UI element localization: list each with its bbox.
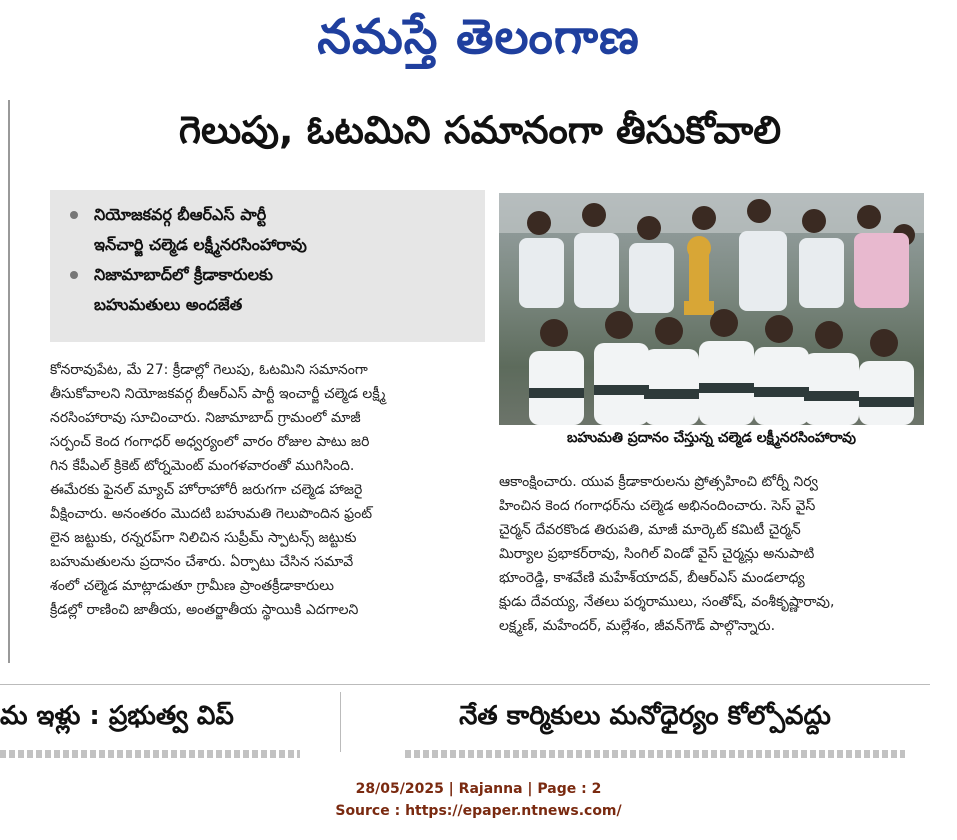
body-line: క్రీడల్లో రాణించి జాతీయ, అంతర్జాతీయ స్థాయికి ఎదగాలని bbox=[50, 602, 359, 618]
article-body-right bbox=[499, 470, 924, 638]
highlight-line: నియోజకవర్గ బీఆర్ఎస్ పార్టీ bbox=[94, 205, 267, 224]
bottom-right-headline: నేత కార్మికులు మనోధైర్యం కోల్పోవద్దు bbox=[459, 701, 831, 731]
bullet-icon bbox=[70, 211, 78, 219]
team-photo-illustration bbox=[499, 193, 924, 425]
body-line: చైర్మన్ దేవరకొండ తిరుపతి, మాజీ మార్కెట్ కమిటీ చైర్మన్ bbox=[499, 522, 801, 538]
column-rule bbox=[8, 100, 10, 663]
cropped-text-fragment bbox=[0, 750, 300, 758]
body-line: బహుమతులను ప్రదానం చేశారు. ఏర్పాటు చేసిన సమావే bbox=[50, 554, 354, 570]
body-line: హించిన కెంద గంగాధర్‌ను చల్మెడ అభినందించారు. సెస్ వైస్ bbox=[499, 498, 816, 514]
body-line: వీక్షించారు. అనంతరం మొదటి బహుమతి గెలుపొందిన ఫ్రంట్ bbox=[50, 506, 373, 522]
bullet-icon bbox=[70, 271, 78, 279]
article-headline: గెలుపు, ఓటమిని సమానంగా తీసుకోవాలి bbox=[178, 108, 782, 152]
body-line: గిన కేపీఎల్ క్రికెట్ టోర్నమెంట్ మంగళవారంతో ముగిసింది. bbox=[50, 458, 355, 474]
highlight-item bbox=[64, 260, 471, 320]
body-line: ఈమేరకు ఫైనల్ మ్యాచ్ హోరాహోరీ జరుగగా చల్మెడ హాజరై bbox=[50, 482, 363, 498]
body-line: లైన జట్టుకు, రన్నరప్‌గా నిలిచిన సుప్రీమ్ స్పాటన్స్ జట్టుకు bbox=[50, 530, 357, 546]
body-line: తీసుకోవాలని నియోజకవర్గ బీఆర్ఎస్ పార్టీ ఇంచార్జీ చల్మెడ లక్ష్మీ bbox=[50, 386, 386, 402]
footer-source: Source : https://epaper.ntnews.com/ bbox=[335, 803, 622, 819]
news-photo bbox=[499, 193, 924, 425]
body-line: నరసింహారావు సూచించారు. నిజామాబాద్ గ్రామంలో మాజీ bbox=[50, 410, 361, 426]
body-line: క్షుడు దేవయ్య, నేతలు పర్శరాములు, సంతోష్, వంశీకృష్ణారావు, bbox=[499, 594, 835, 610]
body-line: ఆకాంక్షించారు. యువ క్రీడాకారులను ప్రోత్సహించి టోర్నీ నిర్వ bbox=[499, 474, 818, 490]
article-body-left bbox=[50, 358, 485, 622]
page-footer bbox=[0, 778, 957, 822]
body-line: భూంరెడ్డి, కాశవేణి మహేశ్‌యాదవ్, బీఆర్ఎస్ మండలాధ్య bbox=[499, 570, 805, 586]
photo-caption: బహుమతి ప్రదానం చేస్తున్న చల్మెడ లక్ష్మీనరసింహారావు bbox=[499, 425, 924, 453]
bottom-left-headline: మ ఇళ్లు : ప్రభుత్వ విప్ bbox=[0, 701, 234, 731]
section-divider bbox=[0, 684, 930, 685]
masthead-title: నమస్తే తెలంగాణ bbox=[317, 8, 640, 65]
body-line: మిర్యాల ప్రభాకర్‌రావు, సింగిల్ విండో వైస్ చైర్మన్లు అనుపాటి bbox=[499, 546, 815, 562]
highlight-line: బహుమతులు అందజేత bbox=[94, 295, 243, 314]
cropped-text-fragment bbox=[405, 750, 905, 758]
masthead bbox=[0, 0, 957, 85]
body-line: సర్పంచ్ కెంద గంగాధర్ అధ్వర్యంలో వారం రోజుల పాటు జరి bbox=[50, 434, 370, 450]
highlight-line: ఇన్‌చార్జి చల్మెడ లక్ష్మీనరసింహారావు bbox=[94, 235, 307, 254]
body-line: లక్ష్మణ్, మహేందర్, మల్లేశం, జీవన్‌గౌడ్ పాల్గొన్నారు. bbox=[499, 618, 776, 634]
body-line: శంలో చల్మెడ మాట్లాడుతూ గ్రామీణ ప్రాంతక్రీడాకారులు bbox=[50, 578, 334, 594]
highlights-box bbox=[50, 190, 485, 342]
highlight-line: నిజామాబాద్‌లో క్రీడాకారులకు bbox=[94, 265, 273, 284]
footer-date-edition: 28/05/2025 | Rajanna | Page : 2 bbox=[355, 781, 602, 797]
column-divider bbox=[340, 692, 341, 752]
highlight-item bbox=[64, 200, 471, 260]
body-line: కోనరావుపేట, మే 27: క్రీడాల్లో గెలుపు, ఓటమిని సమానంగా bbox=[50, 362, 368, 378]
